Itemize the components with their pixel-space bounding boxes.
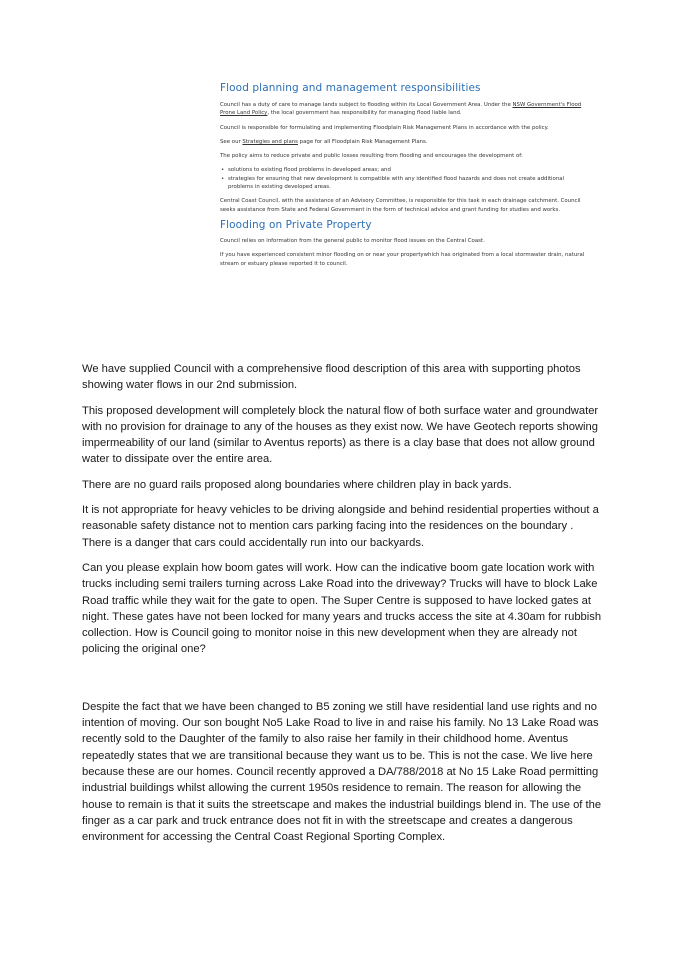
flood-description-paragraph: We have supplied Council with a comprehensive flood description of this area with supporting photos showing water flows in our 2nd submission.	[82, 363, 581, 392]
p1-text-end: , the local government has responsibility for managing flood liable land.	[267, 110, 462, 117]
p1-text-start: Council has a duty of care to manage lands subject to flooding within its Local Government Area. Under the	[220, 102, 513, 108]
embedded-council-webpage	[220, 82, 585, 268]
heavy-vehicles-paragraph: It is not appropriate for heavy vehicles to be driving alongside and behind residential properties without a reasonable safety distance not to mention cars parking facing into the residences on the boundary . There is a danger that cars could accidentally run into our backyards.	[82, 504, 599, 549]
private-property-heading: Flooding on Private Property	[220, 218, 372, 231]
advisory-committee-paragraph: Central Coast Council, with the assistance of an Advisory Committee, is responsible for this task in each drainage catchment. Council seeks assistance from State and Federal Government in the form of technical advice and grant funding for studies and works.	[220, 198, 581, 213]
guard-rails-paragraph: There are no guard rails proposed along boundaries where children play in back yards.	[82, 478, 512, 491]
report-flooding-paragraph: If you have experienced consistent minor flooding on or near your propertywhich has originated from a local stormwater drain, natural stream or estuary please reported it to council.	[220, 252, 585, 267]
list-item: • solutions to existing flood problems in developed areas; and	[220, 166, 585, 174]
p3-text-start: See our	[220, 138, 243, 145]
flood-planning-heading: Flood planning and management responsibilities	[220, 82, 481, 94]
strategies-paragraph	[220, 138, 585, 146]
policy-aims-paragraph: The policy aims to reduce private and public losses resulting from flooding and encourages the development of:	[220, 153, 523, 160]
policy-bullet-list	[220, 166, 585, 191]
drainage-paragraph: This proposed development will completely block the natural flow of both surface water and groundwater with no provision for drainage to any of the houses as they exist now. We have Geotech reports showing impermeability of our land (similar to Aventus reports) as there is a clay base that does not allow ground water to dissipate over the entire area.	[82, 404, 599, 466]
list-item: • strategies for ensuring that new development is compatible with any identified flood hazards and does not create additional problems in existing developed areas.	[220, 175, 585, 192]
duty-of-care-paragraph	[220, 101, 585, 118]
p3-text-end: page for all Floodplain Risk Management Plans.	[297, 138, 428, 145]
letter-body	[82, 361, 602, 845]
boom-gates-paragraph: Can you please explain how boom gates will work. How can the indicative boom gate location work with trucks including semi trailers turning across Lake Road into the driveway? Trucks will have to block Lake Road traffic while they wait for the gate to open. The Super Centre is supposed to have locked gates at night. These gates have not been locked for many years and trucks access the site at 4.30am for rubbish collection. How is Council going to monitor noise in this new development when they are already not policing the original one?	[82, 561, 602, 656]
council-responsibility-paragraph: Council is responsible for formulating and implementing Floodplain Risk Management Plans in accordance with the policy.	[220, 124, 549, 131]
public-information-paragraph: Council relies on information from the general public to monitor flood issues on the Central Coast.	[220, 237, 485, 244]
flood-prone-land-policy-link[interactable]: NSW Government's Flood Prone Land Policy	[220, 102, 582, 117]
zoning-paragraph: Despite the fact that we have been changed to B5 zoning we still have residential land use rights and no intention of moving. Our son bought No5 Lake Road to live in and raise his family. No 13 Lake Road was recently sold to the Daughter of the family to also raise her family in their childhood home. Aventus repeatedly states that we are transitional because they want us to be. This is not the case. We live here because these are our homes. Council recently approved a DA/788/2018 at No 15 Lake Road permitting industrial buildings whilst allowing the current 1950s residence to remain. The reason for allowing the house to remain is that it suits the streetscape and makes the industrial buildings blend in. The use of the finger as a car park and truck entrance does not fit in with the streetscape and creates a dangerous environment for accessing the Central Coast Regional Sporting Complex.	[82, 700, 602, 844]
strategies-and-plans-link[interactable]: Strategies and plans	[242, 138, 298, 145]
